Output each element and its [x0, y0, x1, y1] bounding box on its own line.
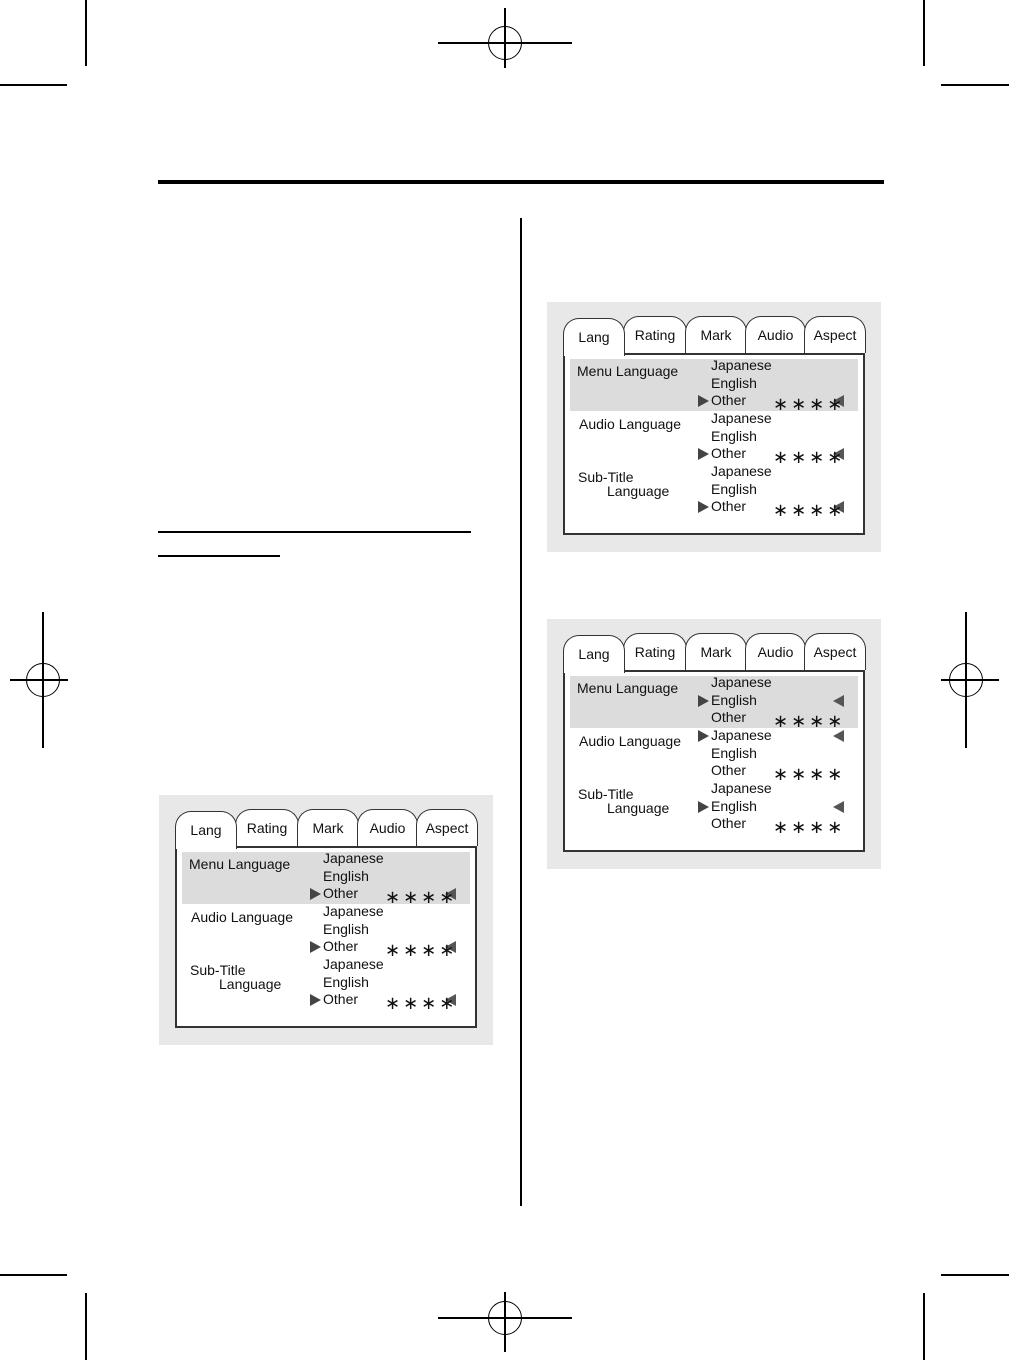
crop-mark [923, 0, 925, 66]
language-option-english[interactable]: English [711, 691, 757, 708]
tab-mark[interactable]: Mark [297, 809, 359, 846]
crop-mark [0, 1274, 67, 1276]
language-option-japanese[interactable]: Japanese [323, 903, 384, 919]
selection-cursor-icon [310, 994, 321, 1006]
language-option-japanese[interactable]: Japanese [323, 850, 384, 866]
language-code-field[interactable]: ∗∗∗∗ [773, 817, 846, 837]
selection-cursor-icon [698, 395, 709, 407]
setting-label-menu: Menu Language [577, 363, 679, 379]
language-setup-panel [547, 302, 881, 552]
tab-rating[interactable]: Rating [235, 809, 299, 846]
language-option-japanese[interactable]: Japanese [711, 357, 772, 373]
language-option-other[interactable]: Other [323, 938, 359, 954]
section-rule [158, 555, 280, 557]
entry-cursor-icon [833, 730, 844, 742]
selection-cursor-icon [310, 888, 321, 900]
setting-label-subtitle-1: Sub-Title [578, 786, 634, 802]
settings-screen [563, 670, 865, 852]
language-option-english[interactable]: English [711, 374, 757, 391]
registration-circle [488, 1301, 522, 1335]
language-option-other[interactable]: Other [711, 762, 747, 778]
setting-label-subtitle-1: Sub-Title [190, 962, 246, 978]
crop-mark [941, 1274, 1009, 1276]
tab-aspect[interactable]: Aspect [804, 316, 866, 353]
tab-audio[interactable]: Audio [745, 633, 806, 670]
language-option-japanese[interactable]: Japanese [711, 463, 772, 479]
setting-label-subtitle-2: Language [219, 976, 282, 992]
crop-mark [941, 84, 1009, 86]
tab-aspect[interactable]: Aspect [416, 809, 478, 846]
column-divider [520, 218, 522, 1206]
tab-rating[interactable]: Rating [623, 633, 687, 670]
entry-cursor-icon [833, 695, 844, 707]
language-option-english[interactable]: English [323, 973, 369, 990]
setting-label-menu: Menu Language [577, 680, 679, 696]
registration-circle [488, 26, 522, 60]
setting-label-subtitle-2: Language [607, 800, 670, 816]
crop-mark [85, 0, 87, 66]
tab-lang[interactable]: Lang [563, 318, 625, 356]
language-option-japanese[interactable]: Japanese [711, 780, 772, 796]
tab-mark[interactable]: Mark [685, 633, 747, 670]
language-option-english[interactable]: English [711, 480, 757, 497]
language-option-english[interactable]: English [711, 797, 757, 814]
tab-audio[interactable]: Audio [745, 316, 806, 353]
language-option-other[interactable]: Other [711, 392, 747, 408]
language-code-field[interactable]: ∗∗∗∗ [773, 394, 846, 414]
section-rule [158, 531, 471, 533]
language-option-japanese[interactable]: Japanese [711, 727, 772, 743]
selection-cursor-icon [698, 695, 709, 707]
setting-label-audio: Audio Language [579, 733, 681, 749]
language-option-other[interactable]: Other [711, 445, 747, 461]
language-option-japanese[interactable]: Japanese [323, 956, 384, 972]
language-code-field[interactable]: ∗∗∗∗ [773, 447, 846, 467]
selection-cursor-icon [698, 730, 709, 742]
settings-screen [175, 846, 477, 1028]
setting-label-menu: Menu Language [189, 856, 291, 872]
crop-mark [85, 1293, 87, 1360]
language-code-field[interactable]: ∗∗∗∗ [385, 993, 458, 1013]
language-option-other[interactable]: Other [711, 709, 747, 725]
setting-label-subtitle-2: Language [607, 483, 670, 499]
tab-aspect[interactable]: Aspect [804, 633, 866, 670]
language-option-other[interactable]: Other [711, 815, 747, 831]
language-option-english[interactable]: English [711, 744, 757, 761]
language-code-field[interactable]: ∗∗∗∗ [773, 711, 846, 731]
crop-mark [923, 1293, 925, 1360]
language-option-japanese[interactable]: Japanese [711, 410, 772, 426]
language-option-english[interactable]: English [323, 920, 369, 937]
registration-circle [26, 663, 60, 697]
tab-mark[interactable]: Mark [685, 316, 747, 353]
crop-mark [0, 84, 67, 86]
setting-label-audio: Audio Language [579, 416, 681, 432]
language-setup-panel [547, 619, 881, 869]
tab-rating[interactable]: Rating [623, 316, 687, 353]
language-code-field[interactable]: ∗∗∗∗ [773, 500, 846, 520]
language-code-field[interactable]: ∗∗∗∗ [385, 940, 458, 960]
setting-label-subtitle-1: Sub-Title [578, 469, 634, 485]
entry-cursor-icon [833, 801, 844, 813]
language-option-other[interactable]: Other [323, 885, 359, 901]
language-code-field[interactable]: ∗∗∗∗ [773, 764, 846, 784]
selection-cursor-icon [310, 941, 321, 953]
selection-cursor-icon [698, 448, 709, 460]
header-rule [158, 180, 884, 184]
language-option-english[interactable]: English [711, 427, 757, 444]
language-option-other[interactable]: Other [323, 991, 359, 1007]
language-option-english[interactable]: English [323, 867, 369, 884]
language-option-other[interactable]: Other [711, 498, 747, 514]
settings-screen [563, 353, 865, 535]
language-code-field[interactable]: ∗∗∗∗ [385, 887, 458, 907]
setting-label-audio: Audio Language [191, 909, 293, 925]
tab-audio[interactable]: Audio [357, 809, 418, 846]
language-setup-panel [159, 795, 493, 1045]
registration-circle [949, 663, 983, 697]
tab-lang[interactable]: Lang [175, 811, 237, 849]
language-option-japanese[interactable]: Japanese [711, 674, 772, 690]
tab-lang[interactable]: Lang [563, 635, 625, 673]
selection-cursor-icon [698, 801, 709, 813]
selection-cursor-icon [698, 501, 709, 513]
